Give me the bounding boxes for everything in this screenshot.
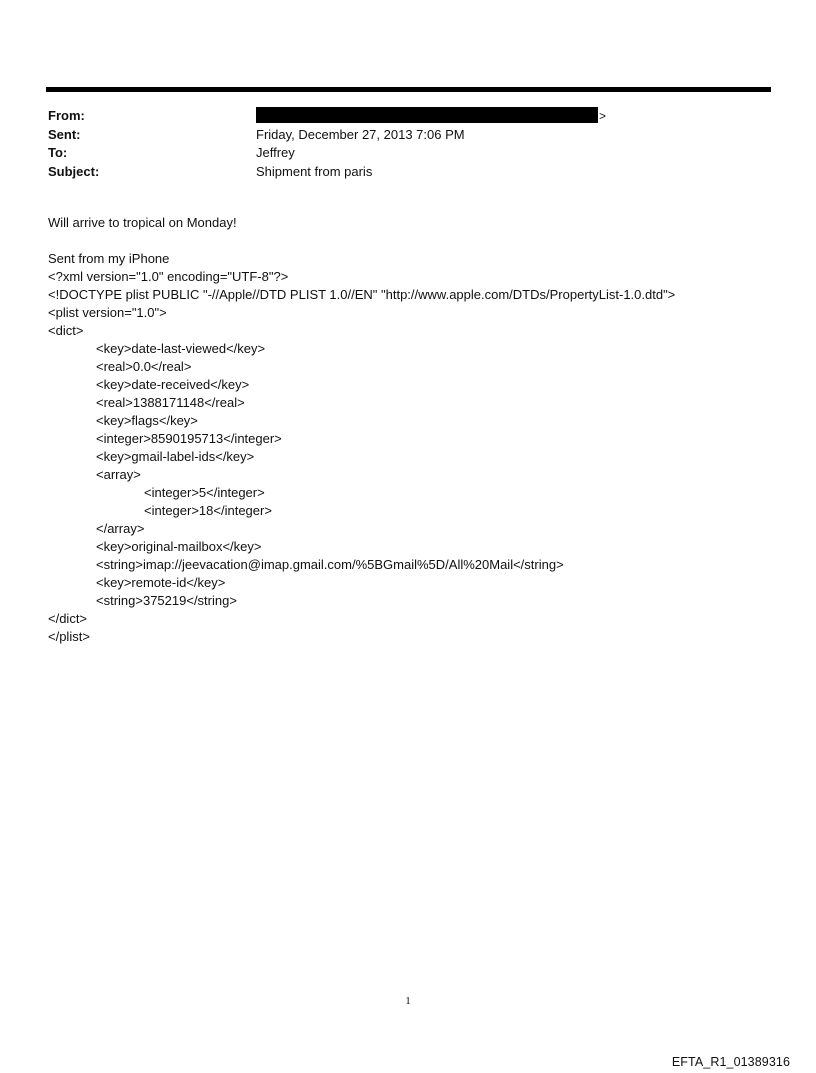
- plist-line: <key>date-last-viewed</key>: [96, 341, 266, 356]
- plist-line: <integer>5</integer>: [144, 485, 265, 500]
- plist-line: <real>0.0</real>: [96, 359, 192, 374]
- email-body: [48, 214, 788, 646]
- email-header: [48, 107, 748, 181]
- plist-line: <key>original-mailbox</key>: [96, 539, 262, 554]
- subject-label: Subject:: [48, 163, 100, 179]
- plist-line: <array>: [96, 467, 141, 482]
- plist-line: <?xml version="1.0" encoding="UTF-8"?>: [48, 269, 289, 284]
- redaction-block: [256, 107, 598, 123]
- paragraph-gap: [48, 232, 788, 250]
- to-label: To:: [48, 145, 68, 160]
- plist-line: <key>gmail-label-ids</key>: [96, 449, 255, 464]
- plist-line: </plist>: [48, 629, 90, 644]
- plist-line: <integer>18</integer>: [144, 503, 272, 518]
- to-value: Jeffrey: [256, 145, 295, 160]
- message-text: Will arrive to tropical on Monday!: [48, 215, 237, 230]
- plist-line: <dict>: [48, 323, 84, 338]
- plist-line: <plist version="1.0">: [48, 305, 167, 320]
- signature-text: Sent from my iPhone: [48, 251, 170, 266]
- subject-value: Shipment from paris: [256, 163, 373, 179]
- plist-line: <key>date-received</key>: [96, 377, 250, 392]
- plist-line: <key>remote-id</key>: [96, 575, 226, 590]
- plist-line: </array>: [96, 521, 145, 536]
- plist-line: <string>375219</string>: [96, 593, 237, 608]
- plist-line: <key>flags</key>: [96, 413, 198, 428]
- page-number: 1: [405, 995, 411, 1007]
- plist-line: <string>imap://jeevacation@imap.gmail.com/%5BGmail%5D/All%20Mail</string>: [96, 557, 564, 572]
- document-id: EFTA_R1_01389316: [671, 1055, 790, 1069]
- header-rule: [46, 87, 771, 92]
- from-value-tail: >: [599, 109, 607, 123]
- plist-line: <real>1388171148</real>: [96, 395, 245, 410]
- sent-row: [48, 126, 748, 145]
- from-row: [48, 107, 748, 126]
- plist-line: <integer>8590195713</integer>: [96, 431, 282, 446]
- plist-line: <!DOCTYPE plist PUBLIC "-//Apple//DTD PLIST 1.0//EN" "http://www.apple.com/DTDs/PropertyList-1.0.dtd">: [48, 287, 676, 302]
- subject-row: [48, 163, 748, 182]
- plist-line: </dict>: [48, 611, 88, 626]
- sent-value: Friday, December 27, 2013 7:06 PM: [256, 126, 465, 142]
- to-row: [48, 144, 748, 163]
- sent-label: Sent:: [48, 126, 81, 142]
- from-label: From:: [48, 108, 85, 123]
